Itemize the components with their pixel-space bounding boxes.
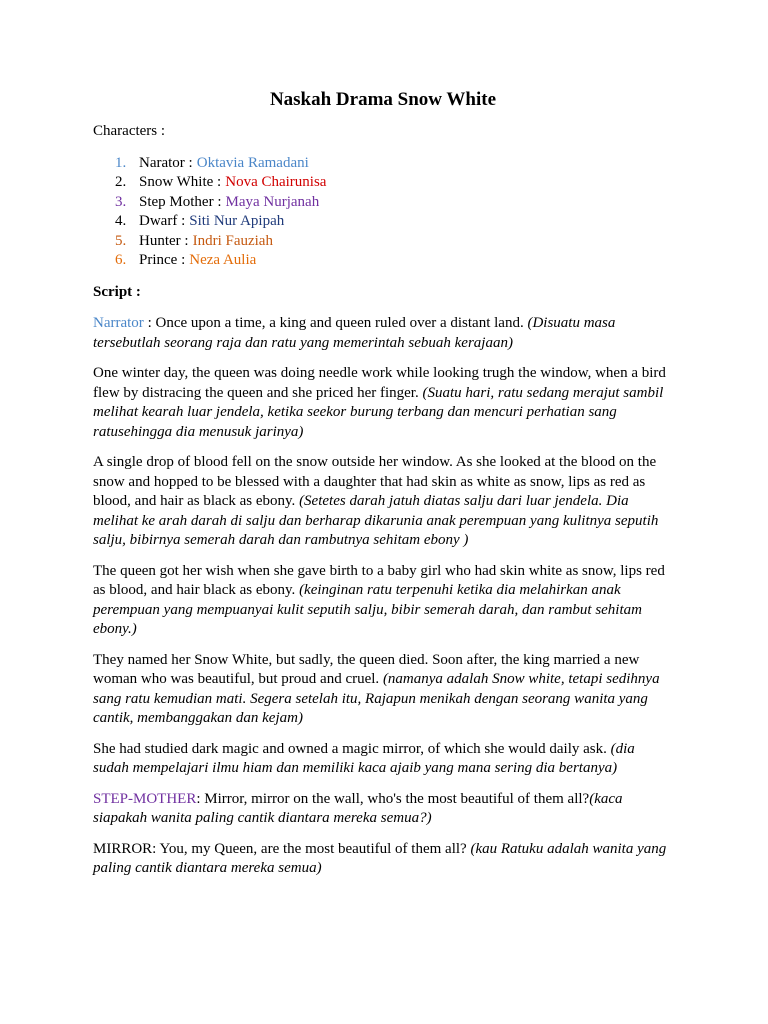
script-paragraph [93, 790, 673, 829]
cast-item-number: 3. [115, 193, 127, 210]
translation-text: (Disuatu masa tersebutlah seorang raja dan ratu yang memerintah sebuah kerajaan) [93, 315, 616, 351]
speaker-label: STEP-MOTHER [93, 790, 197, 807]
script-paragraph [93, 453, 673, 551]
cast-item-number: 1. [115, 154, 127, 171]
dialogue-text: The queen got her wish when she gave birth to a baby girl who had skin white as snow, lips red as blood, and hair black as ebony. [93, 562, 665, 598]
translation-text: (Suatu hari, ratu sedang merajut sambil melihat kearah luar jendela, ketika seekor burung terbang dan mencuri perhatian sang ratusehingga dia menusuk jarinya) [93, 384, 664, 440]
script-paragraph [93, 740, 673, 779]
cast-list [93, 154, 673, 271]
translation-text: (keinginan ratu terpenuhi ketika dia melahirkan anak perempuan yang mempuanyai kulit seputih salju, bibir semerah darah, dan rambut sehitam ebony.) [93, 582, 642, 637]
script-heading: Script : [93, 283, 141, 300]
cast-item-role: Prince : [139, 252, 186, 268]
script-paragraph [93, 364, 673, 442]
cast-item-actor: Oktavia Ramadani [196, 154, 309, 171]
cast-item-number: 5. [115, 232, 127, 249]
cast-item [115, 251, 673, 271]
cast-item-number: 6. [115, 252, 127, 268]
cast-item-actor: Nova Chairunisa [225, 174, 327, 190]
cast-item [115, 193, 673, 213]
cast-item [115, 232, 673, 252]
cast-item-number: 2. [115, 174, 127, 190]
document-title: Naskah Drama Snow White [269, 89, 497, 110]
translation-text: (Setetes darah jatuh diatas salju dari luar jendela. Dia melihat ke arah darah di salju dan berharap dikarunia anak perempuan yang kulitnya seputih salju, bibirnya semerah darah dan rambutnya sehitam ebony ) [93, 493, 659, 548]
dialogue-text: She had studied dark magic and owned a magic mirror, of which she would daily ask. [93, 740, 611, 757]
cast-item [115, 173, 673, 193]
cast-item-actor: Maya Nurjanah [225, 193, 320, 210]
document-page [93, 88, 673, 890]
dialogue-text: : Mirror, mirror on the wall, who's the most beautiful of them all? [196, 790, 590, 807]
translation-text: (kaca siapakah wanita paling cantik diantara mereka semua?) [93, 790, 623, 826]
speaker-label: Narrator [93, 315, 144, 331]
cast-item-actor: Siti Nur Apipah [189, 213, 285, 229]
cast-item-role: Dwarf : [139, 213, 186, 229]
script-body [93, 314, 673, 879]
cast-item-number: 4. [115, 213, 127, 229]
cast-item [115, 212, 673, 232]
script-paragraph [93, 314, 673, 353]
dialogue-text: MIRROR: You, my Queen, are the most beautiful of them all? [93, 840, 471, 857]
script-paragraph [93, 562, 673, 640]
cast-item-role: Narator : [139, 154, 193, 171]
cast-item-actor: Indri Fauziah [192, 232, 273, 249]
translation-text: (dia sudah mempelajari ilmu hiam dan memiliki kaca ajaib yang mana sering dia bertanya) [93, 740, 635, 776]
translation-text: (namanya adalah Snow white, tetapi sedihnya sang ratu kemudian mati. Segera setelah itu, Rajapun menikah dengan seorang wanita yang cantik, membanggakan dan kejam) [93, 671, 660, 726]
dialogue-text: They named her Snow White, but sadly, the queen died. Soon after, the king married a new woman who was beautiful, but proud and cruel. [93, 651, 640, 687]
characters-heading: Characters : [93, 123, 166, 139]
dialogue-text: : Once upon a time, a king and queen ruled over a distant land. [143, 315, 528, 331]
dialogue-text: A single drop of blood fell on the snow outside her window. As she looked at the blood on the snow and hopped to be blessed with a daughter that had skin as white as snow, lips as red as blood, and hair as black as ebony. [93, 454, 657, 509]
cast-item [115, 154, 673, 174]
cast-item-actor: Neza Aulia [189, 252, 257, 268]
translation-text: (kau Ratuku adalah wanita yang paling cantik diantara mereka semua) [93, 840, 667, 876]
script-paragraph [93, 651, 673, 729]
dialogue-text: One winter day, the queen was doing needle work while looking trugh the window, when a bird flew by distracing the queen and she priced her finger. [93, 365, 666, 401]
cast-item-role: Step Mother : [139, 193, 222, 210]
cast-item-role: Snow White : [139, 174, 222, 190]
script-paragraph [93, 840, 673, 879]
cast-item-role: Hunter : [139, 232, 189, 249]
